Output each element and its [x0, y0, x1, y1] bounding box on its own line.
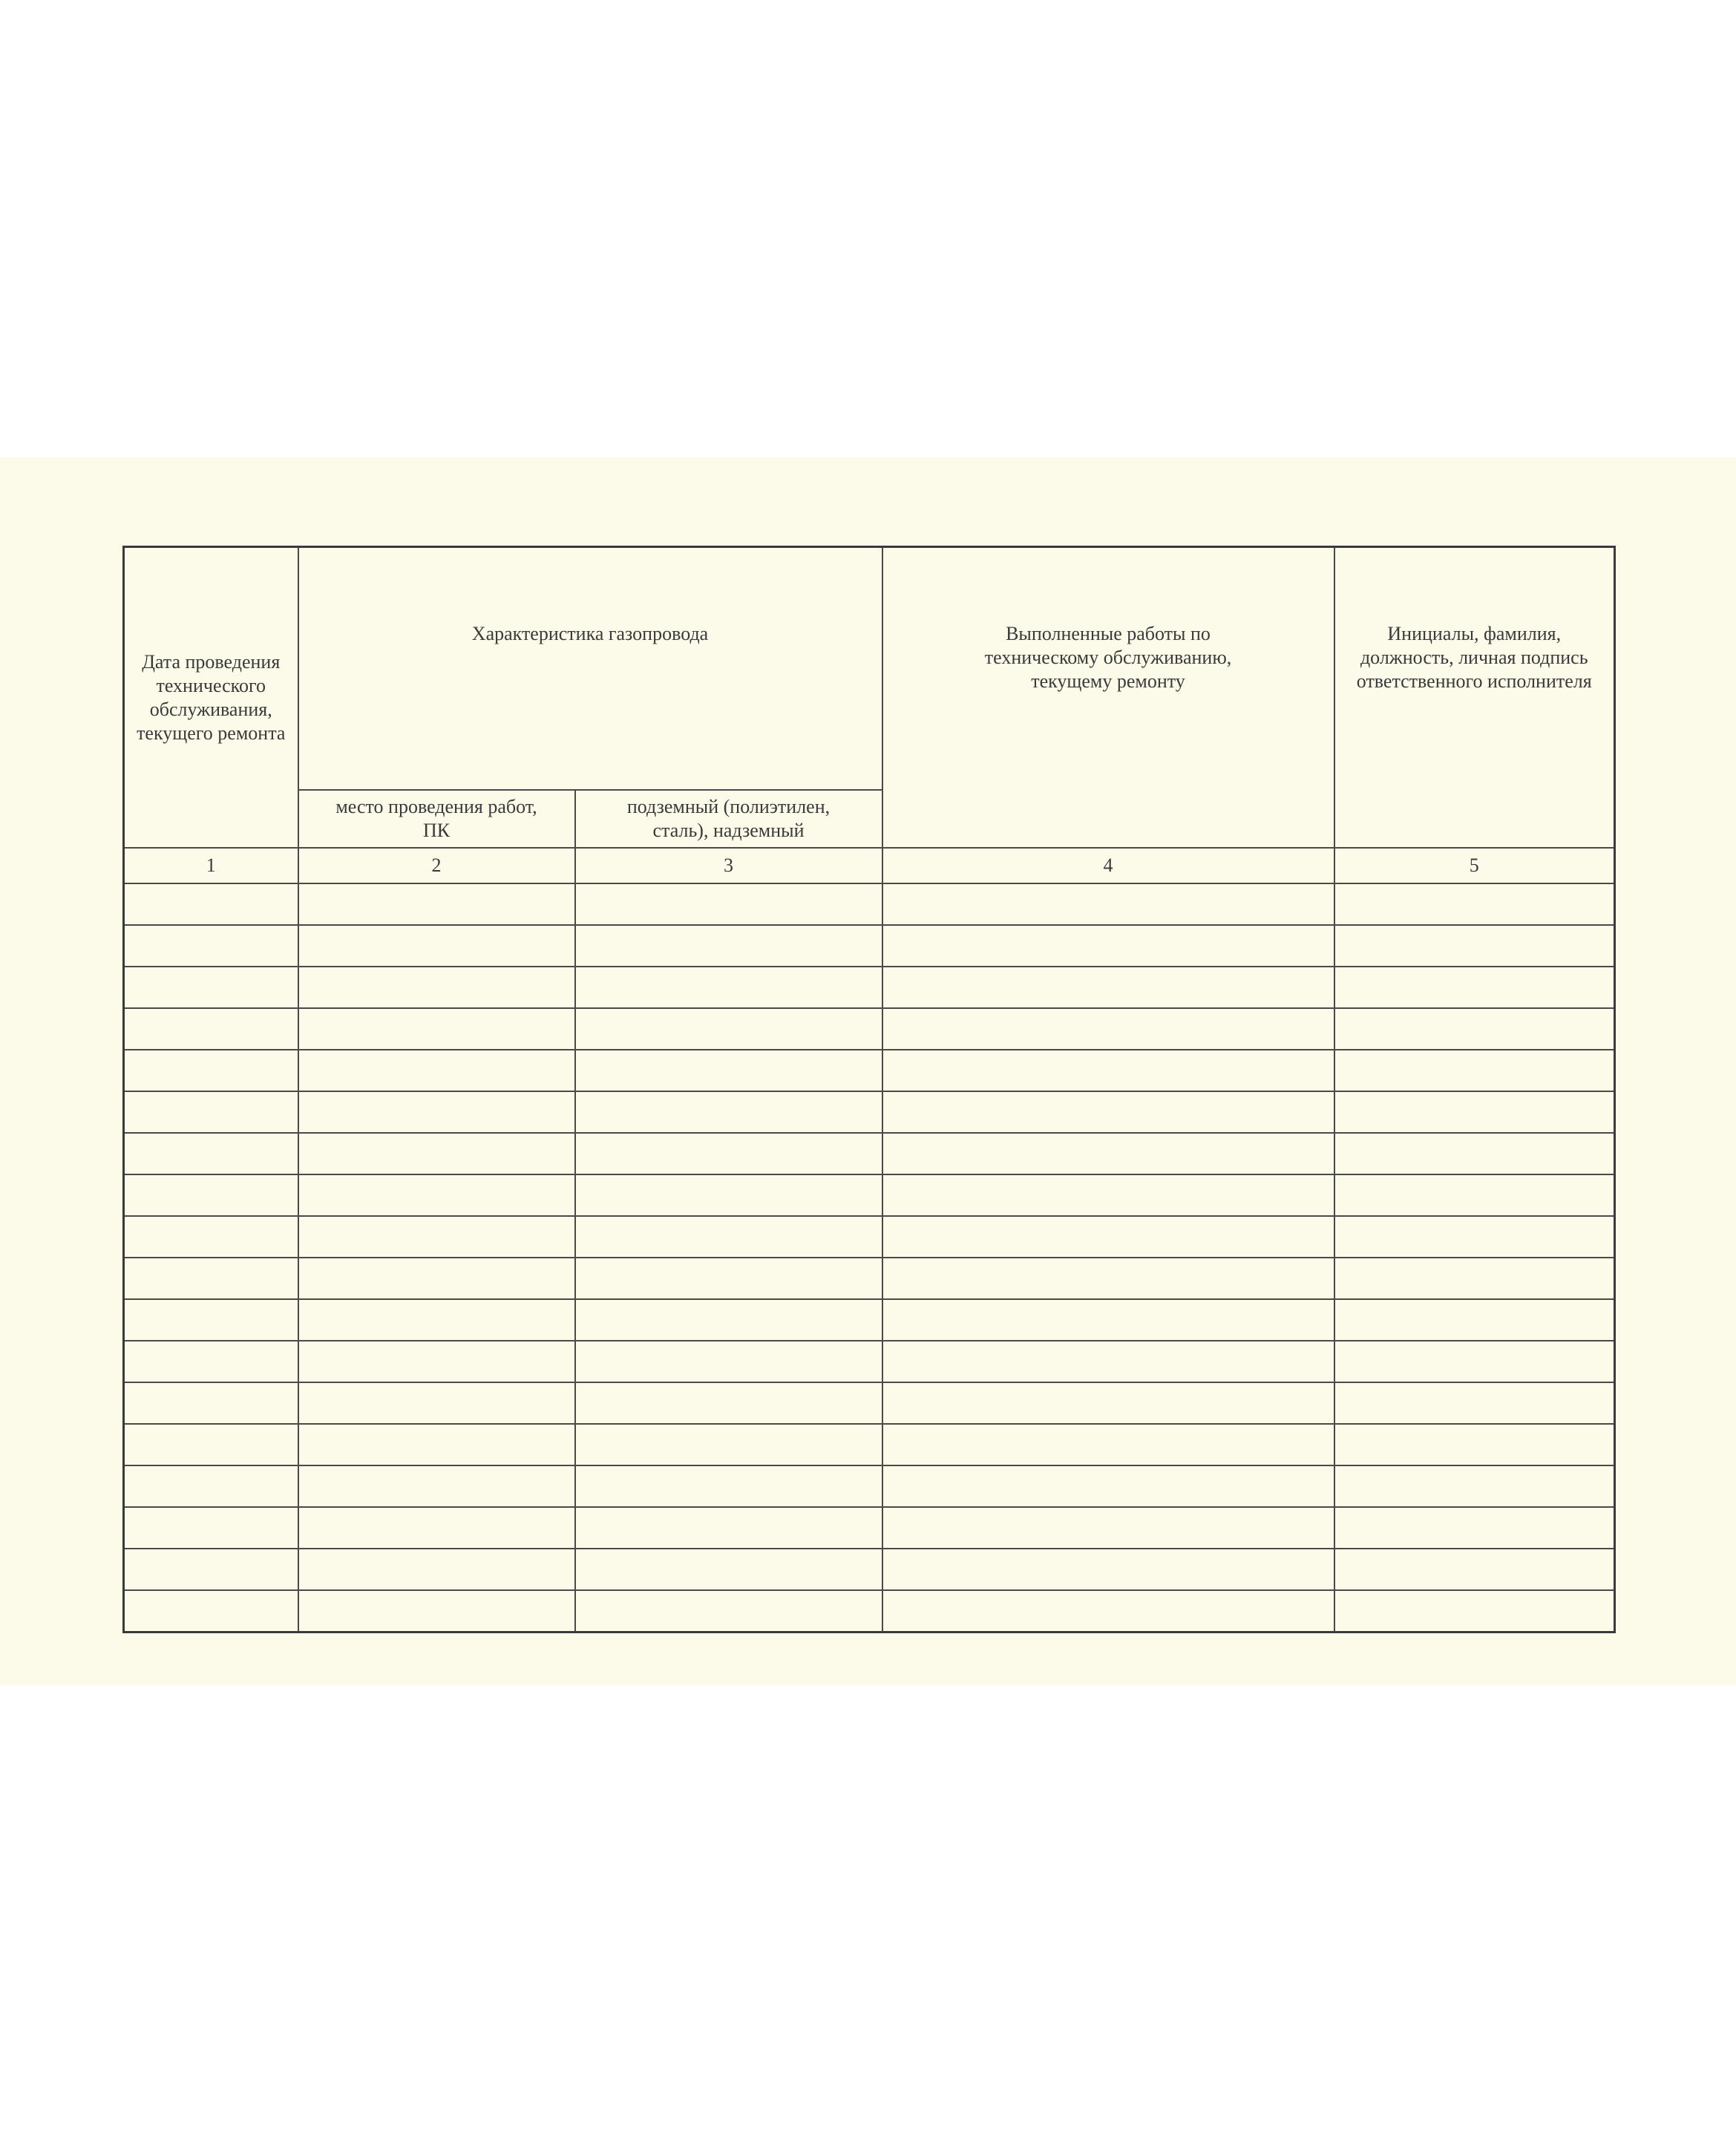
table-row [124, 1299, 1615, 1341]
table-row [124, 1590, 1615, 1632]
table-cell[interactable] [298, 1258, 575, 1299]
table-cell[interactable] [124, 1507, 298, 1549]
table-cell[interactable] [124, 1008, 298, 1050]
column-number: 1 [124, 848, 298, 883]
table-cell[interactable] [575, 1382, 882, 1424]
table-cell[interactable] [575, 1549, 882, 1590]
maintenance-journal-table [122, 546, 1616, 1633]
table-row [124, 925, 1615, 967]
table-cell[interactable] [882, 1590, 1334, 1632]
table-cell[interactable] [882, 1549, 1334, 1590]
table-row [124, 1382, 1615, 1424]
table-row [124, 1091, 1615, 1133]
table-cell[interactable] [1334, 1008, 1615, 1050]
table-cell[interactable] [124, 1424, 298, 1465]
table-cell[interactable] [1334, 967, 1615, 1008]
table-cell[interactable] [575, 1258, 882, 1299]
table-cell[interactable] [1334, 1133, 1615, 1174]
table-cell[interactable] [1334, 1424, 1615, 1465]
table-cell[interactable] [124, 1050, 298, 1091]
table-cell[interactable] [882, 1341, 1334, 1382]
column-number: 3 [575, 848, 882, 883]
table-cell[interactable] [882, 1174, 1334, 1216]
table-cell[interactable] [575, 1050, 882, 1091]
column-number-row [124, 848, 1615, 883]
table-cell[interactable] [124, 1590, 298, 1632]
table-cell[interactable] [298, 1465, 575, 1507]
table-cell[interactable] [124, 1133, 298, 1174]
table-cell[interactable] [298, 1341, 575, 1382]
table-row [124, 1050, 1615, 1091]
table-cell[interactable] [298, 1382, 575, 1424]
table-cell[interactable] [298, 967, 575, 1008]
table-cell[interactable] [882, 1382, 1334, 1424]
table-cell[interactable] [575, 1174, 882, 1216]
header-date-label: Дата проведения технического обслуживания, текущего ремонта [137, 650, 286, 744]
table-cell[interactable] [124, 1174, 298, 1216]
table-cell[interactable] [882, 1507, 1334, 1549]
table-cell[interactable] [298, 925, 575, 967]
table-row [124, 1258, 1615, 1299]
table-cell[interactable] [882, 925, 1334, 967]
column-number: 4 [882, 848, 1334, 883]
table-cell[interactable] [124, 1382, 298, 1424]
table-row [124, 967, 1615, 1008]
header-pipeline-characteristics-label: Характеристика газопровода [471, 623, 709, 644]
table-cell[interactable] [1334, 883, 1615, 925]
header-work-location-label: место проведения работ, ПК [335, 796, 537, 841]
table-cell[interactable] [1334, 1091, 1615, 1133]
table-cell[interactable] [882, 967, 1334, 1008]
table-cell[interactable] [298, 1424, 575, 1465]
table-cell[interactable] [298, 1216, 575, 1258]
table-cell[interactable] [1334, 1507, 1615, 1549]
table-cell[interactable] [124, 967, 298, 1008]
table-cell[interactable] [882, 1258, 1334, 1299]
header-work-location [298, 790, 575, 848]
table-cell[interactable] [298, 1549, 575, 1590]
table-cell[interactable] [575, 1299, 882, 1341]
table-cell[interactable] [575, 1590, 882, 1632]
table-cell[interactable] [124, 1216, 298, 1258]
table-cell[interactable] [298, 1590, 575, 1632]
table-cell[interactable] [298, 1299, 575, 1341]
table-row [124, 1549, 1615, 1590]
table-cell[interactable] [575, 1507, 882, 1549]
table-row [124, 1507, 1615, 1549]
table-cell[interactable] [882, 1424, 1334, 1465]
table-cell[interactable] [1334, 1382, 1615, 1424]
table-cell[interactable] [124, 1258, 298, 1299]
table-cell[interactable] [1334, 1465, 1615, 1507]
table-cell[interactable] [124, 1341, 298, 1382]
table-cell[interactable] [575, 883, 882, 925]
table-cell[interactable] [575, 1424, 882, 1465]
table-cell[interactable] [124, 1091, 298, 1133]
table-cell[interactable] [298, 1008, 575, 1050]
table-cell[interactable] [575, 1465, 882, 1507]
table-cell[interactable] [575, 1008, 882, 1050]
table-cell[interactable] [1334, 1050, 1615, 1091]
table-row [124, 1465, 1615, 1507]
table-row [124, 1174, 1615, 1216]
table-cell[interactable] [575, 1091, 882, 1133]
table-cell[interactable] [1334, 1216, 1615, 1258]
table-row [124, 1008, 1615, 1050]
table-cell[interactable] [1334, 1258, 1615, 1299]
table-row [124, 883, 1615, 925]
header-responsible-person [1334, 547, 1615, 849]
table-cell[interactable] [298, 1050, 575, 1091]
table-cell[interactable] [1334, 1590, 1615, 1632]
table-cell[interactable] [882, 1465, 1334, 1507]
table-row [124, 1133, 1615, 1174]
column-number: 5 [1334, 848, 1615, 883]
header-date [124, 547, 298, 849]
journal-body [124, 883, 1615, 1632]
table-row [124, 1424, 1615, 1465]
header-work-performed [882, 547, 1334, 849]
table-cell[interactable] [124, 1549, 298, 1590]
table-cell[interactable] [1334, 925, 1615, 967]
table-cell[interactable] [575, 1133, 882, 1174]
table-cell[interactable] [882, 1299, 1334, 1341]
table-cell[interactable] [882, 1008, 1334, 1050]
table-cell[interactable] [575, 925, 882, 967]
table-cell[interactable] [124, 925, 298, 967]
header-pipeline-type-label: подземный (полиэтилен, сталь), надземный [626, 796, 831, 841]
table-cell[interactable] [124, 1299, 298, 1341]
table-cell[interactable] [124, 1465, 298, 1507]
header-pipeline-characteristics [298, 547, 882, 791]
table-cell[interactable] [1334, 1341, 1615, 1382]
table-row [124, 1216, 1615, 1258]
header-responsible-person-label: Инициалы, фамилия, должность, личная подпись ответственного исполнителя [1356, 623, 1592, 692]
table-cell[interactable] [1334, 1299, 1615, 1341]
table-cell[interactable] [298, 1174, 575, 1216]
table-row [124, 1341, 1615, 1382]
table-cell[interactable] [298, 1133, 575, 1174]
table-cell[interactable] [575, 1341, 882, 1382]
table-cell[interactable] [298, 1091, 575, 1133]
table-cell[interactable] [882, 1091, 1334, 1133]
table-cell[interactable] [882, 1050, 1334, 1091]
table-cell[interactable] [1334, 1549, 1615, 1590]
table-cell[interactable] [575, 1216, 882, 1258]
table-cell[interactable] [882, 883, 1334, 925]
table-cell[interactable] [124, 883, 298, 925]
table-cell[interactable] [298, 883, 575, 925]
table-cell[interactable] [298, 1507, 575, 1549]
column-number: 2 [298, 848, 575, 883]
table-cell[interactable] [1334, 1174, 1615, 1216]
table-cell[interactable] [882, 1133, 1334, 1174]
table-cell[interactable] [882, 1216, 1334, 1258]
header-pipeline-type [575, 790, 882, 848]
header-work-performed-label: Выполненные работы по техническому обслуживанию, текущему ремонту [984, 623, 1232, 692]
table-cell[interactable] [575, 967, 882, 1008]
